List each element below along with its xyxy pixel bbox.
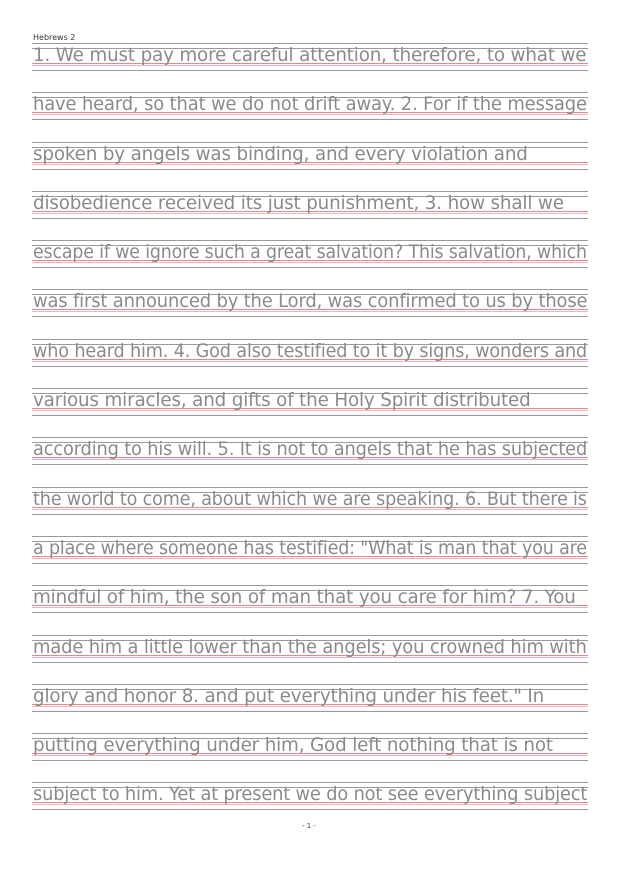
writing-row (32, 635, 588, 684)
tracing-text-line: disobedience received its just punishment, 3. how shall we (33, 192, 564, 214)
writing-row (32, 240, 588, 289)
writing-row (32, 191, 588, 240)
tracing-text-line: who heard him. 4. God also testified to it by signs, wonders and (33, 340, 588, 362)
writing-row (32, 142, 588, 191)
writing-row (32, 487, 588, 536)
writing-row (32, 733, 588, 782)
tracing-text-line: putting everything under him, God left nothing that is not (33, 735, 553, 757)
writing-row (32, 43, 588, 92)
writing-row (32, 92, 588, 141)
handwriting-lines (32, 43, 588, 832)
writing-row (32, 585, 588, 634)
writing-row (32, 684, 588, 733)
tracing-text-line: glory and honor 8. and put everything under his feet." In (33, 685, 545, 707)
tracing-text-line: spoken by angels was binding, and every violation and (33, 143, 528, 165)
tracing-text-line: according to his will. 5. It is not to angels that he has subjected (33, 439, 588, 461)
tracing-text-line: various miracles, and gifts of the Holy Spirit distributed (33, 390, 531, 412)
tracing-text-line: was first announced by the Lord, was confirmed to us by those (33, 291, 588, 313)
tracing-text-line: 1. We must pay more careful attention, therefore, to what we (33, 45, 587, 66)
tracing-text-line: subject to him. Yet at present we do not see everything subject (33, 784, 588, 806)
tracing-text-line: mindful of him, the son of man that you care for him? 7. You (33, 587, 576, 609)
writing-row (32, 536, 588, 585)
page-title: Hebrews 2 (33, 33, 76, 42)
tracing-text-line: the world to come, about which we are speaking. 6. But there is (33, 488, 587, 510)
writing-row (32, 289, 588, 338)
tracing-text-line: escape if we ignore such a great salvation? This salvation, which (33, 242, 587, 264)
writing-row (32, 437, 588, 486)
tracing-text-line: a place where someone has testified: "What is man that you are (33, 537, 587, 559)
writing-row (32, 388, 588, 437)
writing-row (32, 339, 588, 388)
tracing-text-line: have heard, so that we do not drift away. 2. For if the message (33, 94, 587, 116)
page-number: - 1 - (302, 822, 316, 830)
tracing-text-line: made him a little lower than the angels; you crowned him with (33, 636, 587, 658)
